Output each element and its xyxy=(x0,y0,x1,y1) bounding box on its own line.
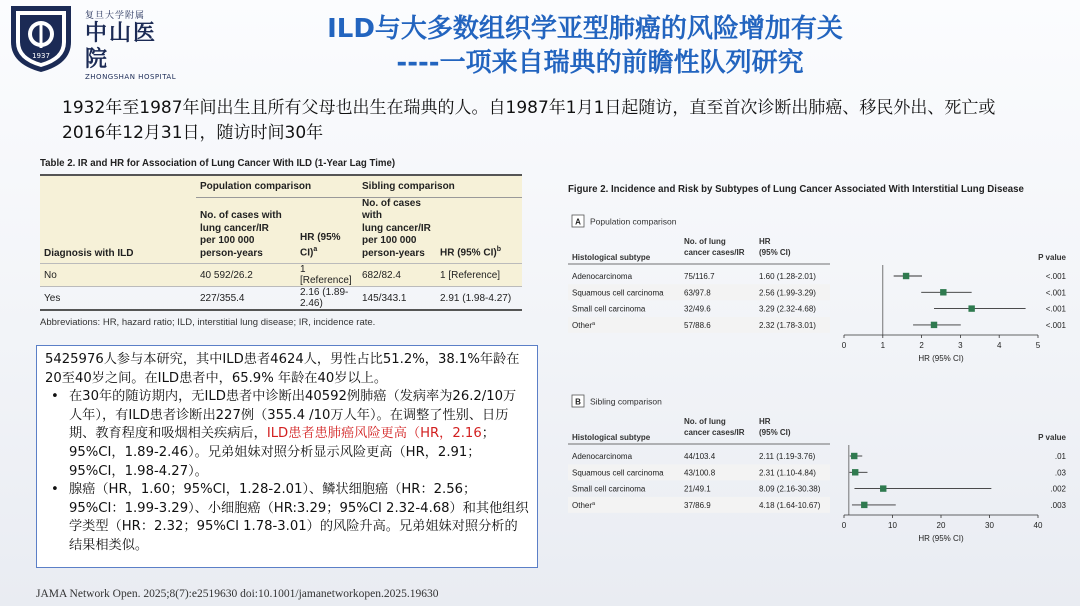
panel-a-x-tick-label: 1 xyxy=(880,341,886,350)
panel-a-row-hr: 1.60 (1.28-2.01) xyxy=(759,272,816,281)
panel-b-col-p: P value xyxy=(1038,433,1066,442)
panel-a-title: Population comparison xyxy=(590,216,677,227)
table-row: No 40 592/26.2 1 [Reference] 682/82.4 1 [Reference] xyxy=(40,264,522,287)
summary-paragraph: 5425976人参与本研究，其中ILD患者4624人，男性占比51.2%，38.1%年龄在20至40岁之间。在ILD患者中，65.9% 年龄在40岁以上。 xyxy=(45,352,520,386)
hospital-name: 中山医院 xyxy=(85,21,158,72)
group-sibling: Sibling comparison xyxy=(358,175,522,197)
citation: JAMA Network Open. 2025;8(7):e2519630 doi:10.1001/jamanetworkopen.2025.19630 xyxy=(36,588,439,600)
panel-a-row-subtype: Adenocarcinoma xyxy=(572,272,633,281)
panel-b-row-p: .002 xyxy=(1050,484,1066,494)
panel-b-x-tick-label: 40 xyxy=(1033,521,1043,530)
panel-a-row-cases: 63/97.8 xyxy=(684,288,711,298)
forest-plot xyxy=(568,183,1068,543)
panel-a-row-hr: 3.29 (2.32-4.68) xyxy=(759,304,816,314)
panel-b-col-hr-1: HR xyxy=(759,417,771,426)
hospital-name-en: ZHONGSHAN HOSPITAL xyxy=(85,73,177,81)
panel-a-x-tick-label: 3 xyxy=(958,341,963,350)
panel-a-col-hr-2: (95% CI) xyxy=(759,248,791,257)
panel-a-row-p: <.001 xyxy=(1045,320,1066,330)
panel-b-col-cases-2: cancer cases/IR xyxy=(684,428,745,437)
panel-b-row-subtype: Other$^a$ xyxy=(572,500,596,510)
summary-bullet-1: • 在30年的随访期内，无ILD患者中诊断出40592例肺癌（发病率为26.2/10万人年），有ILD患者诊断出227例（355.4 /10万人年）。在调整了性别、日历期、教育程度和吸烟相关疾病后，ILD患者患肺癌风险更高（HR，2.16；95%CI，1.89-2.46）。兄弟姐妹对照分析显示风险更高（HR，2.91；95%CI，1.98-4.27）。 xyxy=(45,388,529,481)
intro-text: 1932年至1987年间出生且所有父母也出生在瑞典的人。自1987年1月1日起随访，直至首次诊断出肺癌、移民外出、死亡或2016年12月31日，随访时间30年 xyxy=(62,98,996,143)
panel-b-hr-marker xyxy=(851,453,857,459)
panel-b-row-hr: 8.09 (2.16-30.38) xyxy=(759,484,821,494)
panel-a-col-hr-1: HR xyxy=(759,237,771,246)
panel-a-x-tick-label: 2 xyxy=(919,341,924,350)
panel-a-row-subtype: Other$^a$ xyxy=(572,320,596,330)
col-sib-hr: HR (95% CI)$^b$ xyxy=(440,246,501,259)
panel-a-row-cases: 32/49.6 xyxy=(684,304,711,314)
col-pop-hr: HR (95% CI)$^a$ xyxy=(300,231,341,259)
panel-a-row-hr: 2.56 (1.99-3.29) xyxy=(759,288,816,298)
panel-b-x-tick-label: 30 xyxy=(985,521,994,530)
panel-b-hr-marker xyxy=(880,485,886,491)
panel-b-hr-marker xyxy=(852,469,858,475)
panel-b-row-cases: 44/103.4 xyxy=(684,452,716,461)
col-sib-cases: No. of cases with lung cancer/IR per 100 000 person-years xyxy=(362,197,431,259)
panel-b-row-subtype: Adenocarcinoma xyxy=(572,452,633,461)
panel-a-row-subtype: Squamous cell carcinoma xyxy=(572,288,664,298)
figure-2 xyxy=(568,183,1068,543)
panel-a-col-cases-1: No. of lung xyxy=(684,237,726,246)
panel-b-row-p: .003 xyxy=(1050,500,1066,510)
panel-b-row-subtype: Small cell carcinoma xyxy=(572,484,646,494)
panel-a-col-cases-2: cancer cases/IR xyxy=(684,248,745,257)
highlight-text: ILD患者患肺癌风险更高（HR，2.16 xyxy=(266,426,482,442)
table-caption: Table 2. IR and HR for Association of Lung Cancer With ILD (1-Year Lag Time) xyxy=(40,157,396,169)
panel-a-col-subtype: Histological subtype xyxy=(572,253,651,262)
panel-b-x-tick-label: 0 xyxy=(841,521,847,530)
panel-a-row-subtype: Small cell carcinoma xyxy=(572,304,646,314)
panel-a-row-p: <.001 xyxy=(1045,288,1066,298)
summary-box xyxy=(36,345,538,568)
panel-b-hr-marker xyxy=(861,502,867,508)
panel-a-hr-marker xyxy=(940,289,946,295)
panel-b-row-cases: 43/100.8 xyxy=(684,468,716,478)
panel-a-x-tick-label: 5 xyxy=(1035,341,1041,350)
panel-b-col-cases-1: No. of lung xyxy=(684,417,726,426)
panel-b-x-tick-label: 10 xyxy=(888,521,897,530)
slide-title: ILD与大多数组织学亚型肺癌的风险增加有关 xyxy=(327,14,843,44)
table-2 xyxy=(40,157,522,328)
panel-a-row-cases: 75/116.7 xyxy=(684,272,715,281)
col-pop-cases: No. of cases with lung cancer/IR per 100 000 person-years xyxy=(200,210,282,259)
panel-b-row-cases: 37/86.9 xyxy=(684,500,711,510)
panel-a-hr-marker xyxy=(968,305,974,311)
panel-b-row-hr: 4.18 (1.64-10.67) xyxy=(759,500,821,510)
panel-a-col-p: P value xyxy=(1038,253,1066,262)
panel-b-col-subtype: Histological subtype xyxy=(572,433,651,442)
panel-b-row-p: .01 xyxy=(1054,452,1066,461)
panel-a-x-tick-label: 4 xyxy=(996,341,1002,350)
table-row: Yes 227/355.4 2.16 (1.89-2.46) 145/343.1 2.91 (1.98-4.27) xyxy=(40,287,522,311)
panel-b-row-subtype: Squamous cell carcinoma xyxy=(572,468,664,478)
panel-a-hr-marker xyxy=(903,273,909,279)
panel-b-letter: B xyxy=(575,397,581,407)
panel-b-title: Sibling comparison xyxy=(590,396,662,407)
doi-link[interactable]: 10.1001/jamanetworkopen.2025.19630 xyxy=(258,588,439,600)
panel-b-row-hr: 2.11 (1.19-3.76) xyxy=(759,452,816,461)
hospital-affiliation: 复旦大学附属 xyxy=(85,11,146,21)
group-population: Population comparison xyxy=(196,175,358,197)
panel-b-row-cases: 21/49.1 xyxy=(684,484,711,494)
panel-b-row-hr: 2.31 (1.10-4.84) xyxy=(759,468,816,478)
panel-a-row-cases: 57/88.6 xyxy=(684,320,711,330)
figure-caption: Figure 2. Incidence and Risk by Subtypes of Lung Cancer Associated With Interstitial Lung Disease xyxy=(568,183,1024,195)
panel-a-hr-marker xyxy=(931,322,937,328)
panel-a-x-tick-label: 0 xyxy=(841,341,847,350)
panel-b-x-axis-label: HR (95% CI) xyxy=(918,534,964,543)
summary-bullet-2: • 腺癌（HR，1.60；95%CI，1.28-2.01）、鳞状细胞癌（HR：2.56；95%CI：1.99-3.29）、小细胞癌（HR:3.29；95%CI 2.32-4.68）和其他组织学类型（HR：2.32；95%CI 1.78-3.01）的风险升高。兄弟姐妹对照分析的结果相类似。 xyxy=(45,481,529,555)
panel-a-x-axis-label: HR (95% CI) xyxy=(918,354,964,363)
panel-a-row-hr: 2.32 (1.78-3.01) xyxy=(759,320,816,330)
panel-a-row-p: <.001 xyxy=(1045,304,1066,314)
panel-a-row-p: <.001 xyxy=(1045,272,1066,281)
panel-b-col-hr-2: (95% CI) xyxy=(759,428,791,437)
slide-subtitle: ----一项来自瑞典的前瞻性队列研究 xyxy=(396,48,804,78)
col-diagnosis: Diagnosis with ILD xyxy=(44,247,134,259)
panel-b-row-p: .03 xyxy=(1054,468,1066,478)
panel-a-letter: A xyxy=(575,217,581,227)
table-abbreviations: Abbreviations: HR, hazard ratio; ILD, interstitial lung disease; IR, incidence rate. xyxy=(40,317,376,328)
panel-b-x-tick-label: 20 xyxy=(936,521,946,530)
seal-year: 1937 xyxy=(32,52,50,60)
